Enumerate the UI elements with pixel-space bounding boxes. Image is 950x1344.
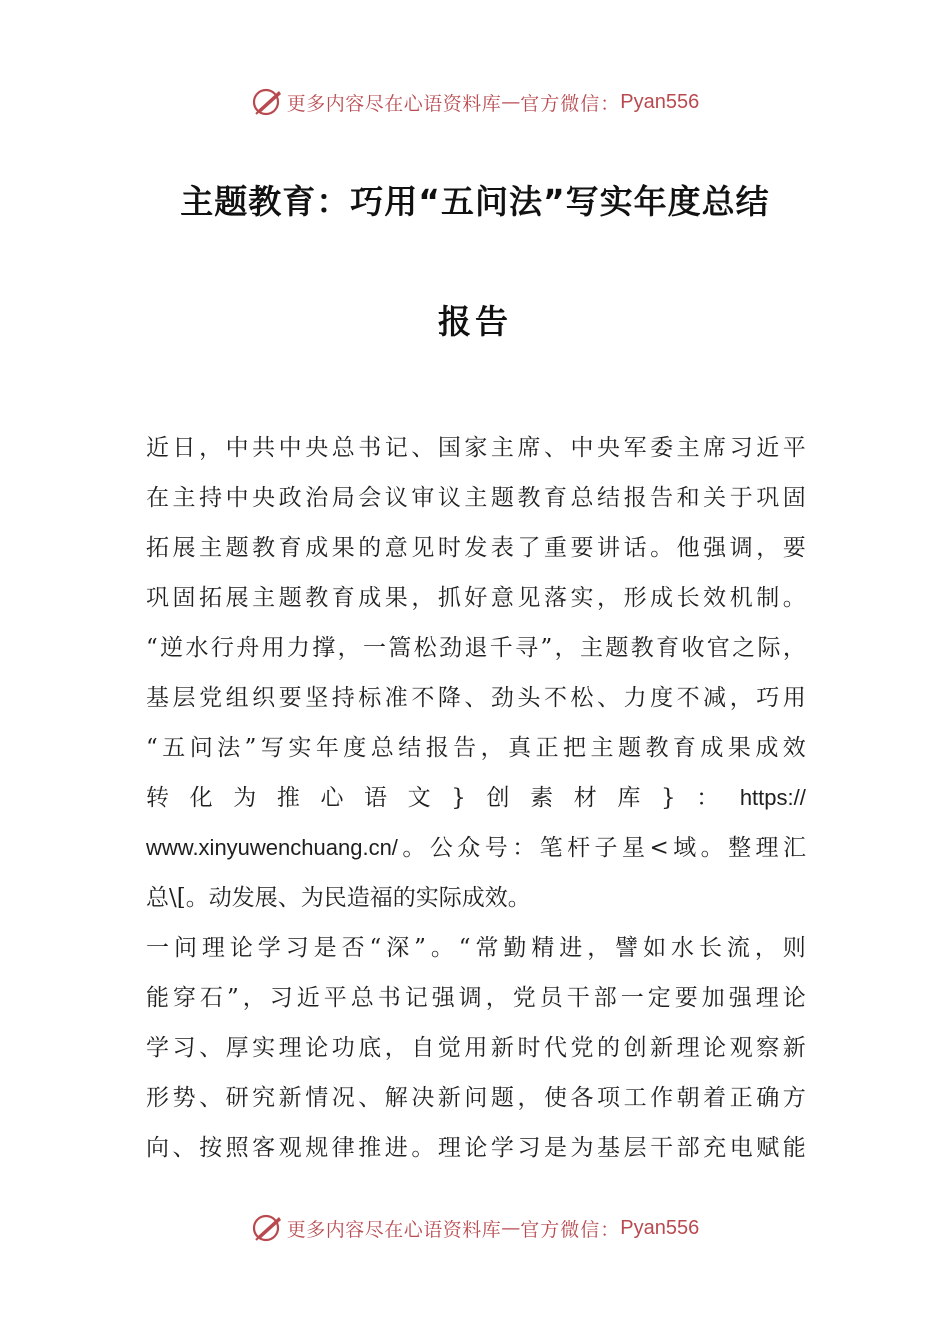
banner-brand-text: 更多内容尽在心语资料库 — [286, 1218, 502, 1241]
body-line: 在 主 持 中 央 政 治 局 会 议 审 议 主 题 教 育 总 结 报 告 和 关 于 巩 固 — [146, 485, 806, 511]
banner-separator: — — [501, 1217, 521, 1239]
banner-separator: — — [501, 91, 521, 113]
body-line: 一 问 理 论 学 习 是 否 “ 深 ” 。 “ 常 勤 精 进 ， 譬 如 水 长 流 ， 则 — [146, 935, 806, 961]
body-line: 近 日 ， 中 共 中 央 总 书 记 、 国 家 主 席 、 中 央 军 委 主 席 习 近 平 — [146, 435, 806, 461]
banner-wechat-id: Pyan556 — [620, 1216, 700, 1239]
body-line: 转 化 为 推 心 语 文 } 创 素 材 库 } ： https:// — [146, 785, 806, 811]
header-banner — [0, 82, 950, 122]
pen-logo-icon — [251, 85, 285, 119]
body-line: 能 穿 石 ” ， 习 近 平 总 书 记 强 调 ， 党 员 干 部 一 定 要 加 强 理 论 — [146, 985, 806, 1011]
banner-wechat-id: Pyan556 — [620, 90, 700, 113]
body-line: 拓 展 主 题 教 育 成 果 的 意 见 时 发 表 了 重 要 讲 话 。 他 强 调 ， 要 — [146, 535, 806, 561]
banner-wechat-label: 官方微信： — [520, 1218, 621, 1241]
footer-banner — [0, 1208, 950, 1248]
body-text — [146, 430, 806, 1180]
document-title-line-2: 报告 — [438, 302, 512, 341]
document-title-line-1: 主题教育：巧用“五问法”写实年度总结 — [180, 182, 770, 221]
body-line: 形 势 、 研 究 新 情 况 、 解 决 新 问 题 ， 使 各 项 工 作 朝 着 正 确 方 — [146, 1085, 806, 1111]
pen-logo-icon — [251, 1211, 285, 1245]
body-line: 基 层 党 组 织 要 坚 持 标 准 不 降 、 劲 头 不 松 、 力 度 不 减 ， 巧 用 — [146, 685, 806, 711]
body-line: 巩 固 拓 展 主 题 教 育 成 果 ， 抓 好 意 见 落 实 ， 形 成 长 效 机 制 。 — [146, 585, 806, 611]
banner-brand-text: 更多内容尽在心语资料库 — [286, 92, 502, 115]
body-line: “ 五 问 法 ” 写 实 年 度 总 结 报 告 ， 真 正 把 主 题 教 育 成 果 成 效 — [146, 735, 806, 761]
body-line: 学 习 、 厚 实 理 论 功 底 ， 自 觉 用 新 时 代 党 的 创 新 理 论 观 察 新 — [146, 1035, 806, 1061]
body-line: “ 逆 水 行 舟 用 力 撑 ， 一 篙 松 劲 退 千 寻 ” ， 主 题 教 育 收 官 之 际 ， — [146, 635, 806, 661]
body-line: www.xinyuwenchuang.cn/ 。 公 众 号 ： 笔 杆 子 星 < 域 。 整 理 汇 — [146, 835, 806, 861]
body-line: 向 、 按 照 客 观 规 律 推 进 。 理 论 学 习 是 为 基 层 干 部 充 电 赋 能 — [146, 1135, 806, 1161]
body-line: 总\[。动发展、为民造福的实际成效。 — [146, 885, 531, 911]
banner-wechat-label: 官方微信： — [520, 92, 621, 115]
